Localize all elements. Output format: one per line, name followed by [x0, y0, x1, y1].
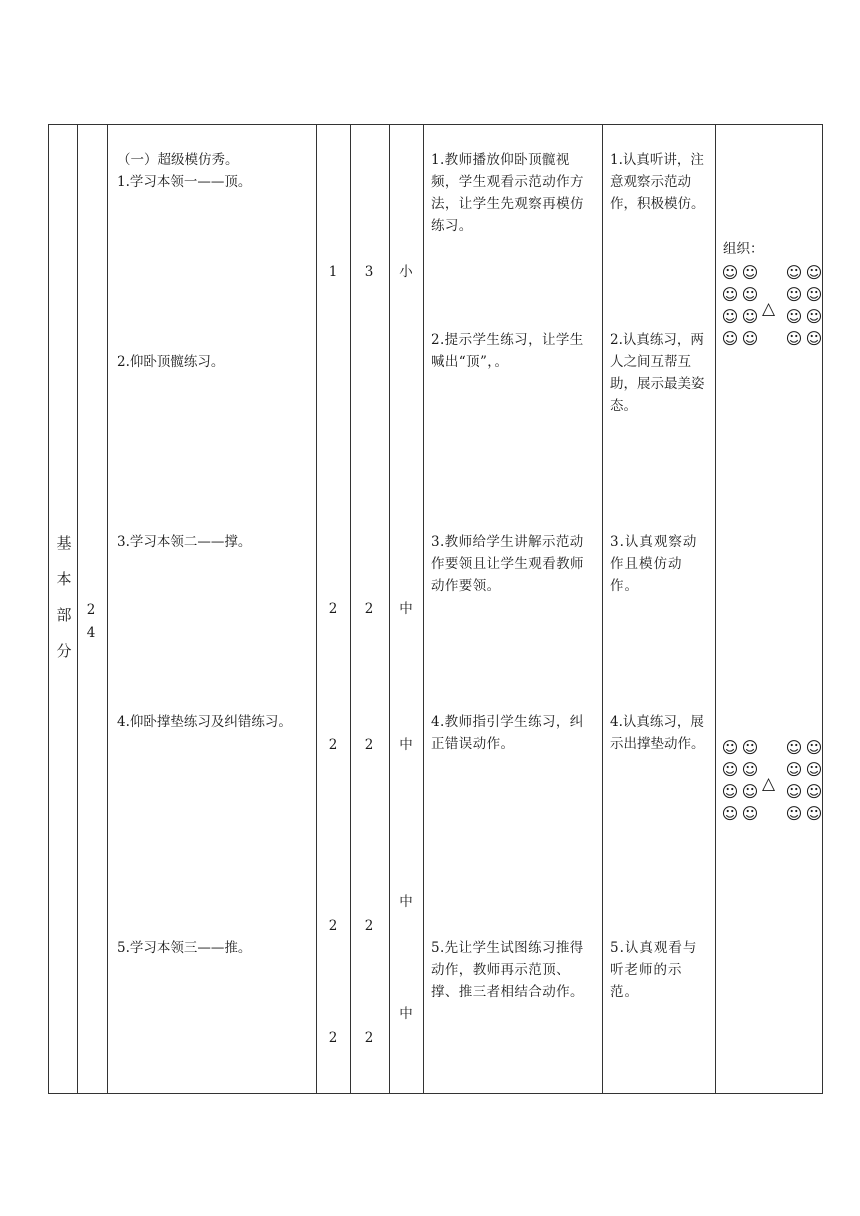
smiley-icon: ☺ — [785, 285, 803, 304]
student-activity-2: 2.认真练习，两人之间互帮互助，展示最美姿态。 — [610, 332, 705, 414]
intensity-cell: 中 — [399, 894, 413, 910]
smiley-icon: ☺ — [805, 329, 823, 348]
section-char: 本 — [56, 570, 72, 588]
times-cell: 2 — [328, 918, 338, 934]
smiley-icon: ☺ — [785, 738, 803, 757]
smiley-icon: ☺ — [805, 738, 823, 757]
smiley-icon: ☺ — [805, 263, 823, 282]
smiley-icon: ☺ — [741, 285, 759, 304]
content-title: （一）超级模仿秀。 — [117, 152, 239, 168]
section-duration — [81, 599, 101, 645]
column-divider — [389, 125, 390, 1093]
smiley-icon: ☺ — [721, 738, 739, 757]
duration-digit: 4 — [86, 625, 96, 641]
smiley-icon: ☺ — [785, 782, 803, 801]
smiley-icon: ☺ — [805, 285, 823, 304]
smiley-icon: ☺ — [785, 307, 803, 326]
content-item-4: 4.仰卧撑垫练习及纠错练习。 — [117, 714, 292, 730]
teacher-activity-3: 3.教师给学生讲解示范动作要领且让学生观看教师动作要领。 — [431, 534, 584, 594]
times-cell: 2 — [328, 1030, 338, 1046]
smiley-icon: ☺ — [785, 804, 803, 823]
smiley-icon: ☺ — [805, 804, 823, 823]
column-divider — [77, 125, 78, 1093]
minutes-cell: 2 — [364, 737, 374, 753]
organization-label: 组织： — [723, 241, 764, 257]
smiley-icon: ☺ — [741, 760, 759, 779]
minutes-cell: 2 — [364, 1030, 374, 1046]
smiley-icon: ☺ — [721, 329, 739, 348]
column-divider — [602, 125, 603, 1093]
smiley-icon: ☺ — [741, 804, 759, 823]
lesson-plan-table — [48, 124, 823, 1094]
teacher-activity-1: 1.教师播放仰卧顶髋视频，学生观看示范动作方法，让学生先观察再模仿练习。 — [431, 152, 584, 234]
student-activity-1: 1.认真听讲，注意观察示范动作，积极模仿。 — [610, 152, 705, 212]
smiley-icon: ☺ — [741, 307, 759, 326]
duration-digit: 2 — [86, 602, 96, 618]
teacher-activity-4: 4.教师指引学生练习，纠正错误动作。 — [431, 714, 584, 752]
smiley-icon: ☺ — [805, 307, 823, 326]
column-divider — [107, 125, 108, 1093]
column-divider — [316, 125, 317, 1093]
smiley-icon: ☺ — [741, 738, 759, 757]
section-char: 部 — [56, 606, 72, 624]
minutes-cell: 3 — [364, 264, 374, 280]
smiley-icon: ☺ — [721, 782, 739, 801]
content-item-2: 2.仰卧顶髋练习。 — [117, 354, 225, 370]
smiley-icon: ☺ — [721, 263, 739, 282]
smiley-icon: ☺ — [785, 263, 803, 282]
times-cell: 2 — [328, 601, 338, 617]
smiley-icon: ☺ — [721, 285, 739, 304]
section-char: 基 — [56, 534, 72, 552]
intensity-cell: 中 — [399, 601, 413, 617]
student-activity-4: 4.认真练习，展示出撑垫动作。 — [610, 714, 705, 752]
section-label — [53, 525, 75, 669]
triangle-icon: △ — [762, 774, 776, 794]
student-activity-5: 5.认真观看与听老师的示范。 — [610, 940, 698, 1000]
smiley-icon: ☺ — [721, 760, 739, 779]
column-divider — [715, 125, 716, 1093]
triangle-icon: △ — [762, 299, 776, 319]
intensity-cell: 中 — [399, 1006, 413, 1022]
column-divider — [350, 125, 351, 1093]
minutes-cell: 2 — [364, 601, 374, 617]
column-divider — [423, 125, 424, 1093]
smiley-icon: ☺ — [805, 760, 823, 779]
student-activity-3: 3.认真观察动作且模仿动作。 — [610, 534, 698, 594]
smiley-icon: ☺ — [785, 329, 803, 348]
section-char: 分 — [56, 642, 72, 660]
intensity-cell: 中 — [399, 737, 413, 753]
intensity-cell: 小 — [399, 264, 413, 280]
content-item-1: 1.学习本领一——顶。 — [117, 174, 252, 190]
content-item-3: 3.学习本领二——撑。 — [117, 534, 252, 550]
content-item-5: 5.学习本领三——推。 — [117, 940, 252, 956]
times-cell: 1 — [328, 264, 338, 280]
teacher-activity-5: 5.先让学生试图练习推得动作，教师再示范顶、撑、推三者相结合动作。 — [431, 940, 584, 1000]
times-cell: 2 — [328, 737, 338, 753]
smiley-icon: ☺ — [785, 760, 803, 779]
smiley-icon: ☺ — [721, 307, 739, 326]
smiley-icon: ☺ — [721, 804, 739, 823]
minutes-cell: 2 — [364, 918, 374, 934]
smiley-icon: ☺ — [741, 329, 759, 348]
teacher-activity-2: 2.提示学生练习，让学生喊出“顶”，。 — [431, 332, 584, 370]
smiley-icon: ☺ — [805, 782, 823, 801]
smiley-icon: ☺ — [741, 263, 759, 282]
smiley-icon: ☺ — [741, 782, 759, 801]
